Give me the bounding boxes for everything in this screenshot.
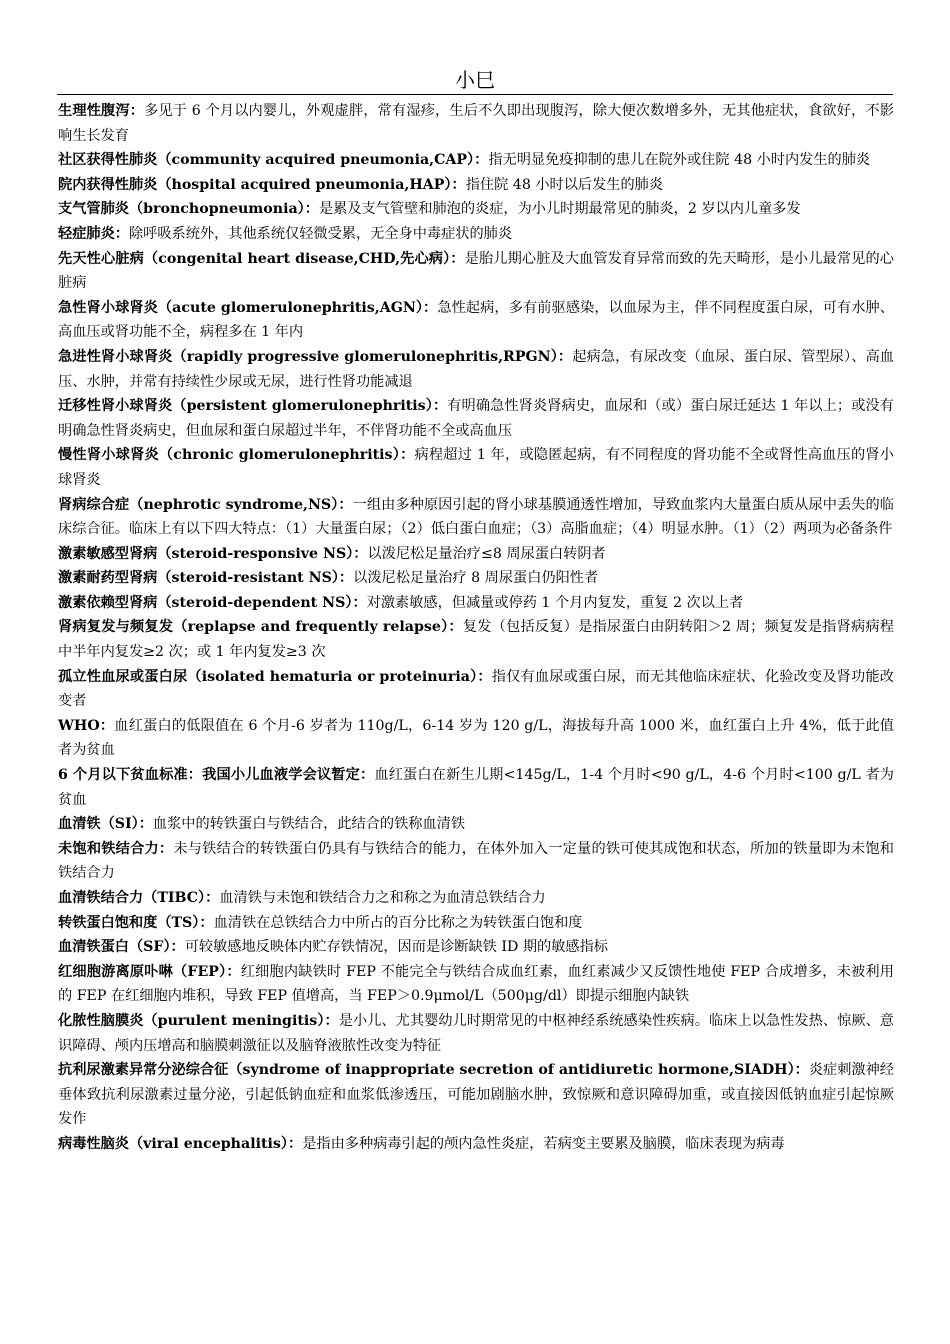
glossary-entry: [58, 394, 894, 443]
glossary-term: 急进性肾小球肾炎（rapidly progressive glomerulonephritis,RPGN）：: [58, 348, 573, 365]
glossary-definition: 红细胞内缺铁时 FEP 不能完全与铁结合成血红素，血红素减少又反馈性地使 FEP 合成增多，未被利用的 FEP 在红细胞内堆积，导致 FEP 值增高，当 FEP＞0.9μmol/L（500μg/dl）即提示细胞内缺铁: [58, 963, 894, 1005]
glossary-entry: [58, 911, 894, 936]
glossary-term: 社区获得性肺炎（community acquired pneumonia,CAP）：: [58, 152, 489, 169]
glossary-definition: 是指由多种病毒引起的颅内急性炎症，若病变主要累及脑膜，临床表现为病毒: [302, 1135, 785, 1152]
glossary-term: 支气管肺炎（bronchopneumonia）：: [58, 201, 319, 218]
glossary-definition: 炎症刺激神经垂体致抗利尿激素过量分泌，引起低钠血症和血浆低渗透压，可能加剧脑水肿，致惊厥和意识障碍加重，或直接因低钠血症引起惊厥发作: [58, 1062, 894, 1128]
glossary-definition: 血清铁在总铁结合力中所占的百分比称之为转铁蛋白饱和度: [213, 914, 583, 931]
glossary-entry: [58, 935, 894, 960]
glossary-entry: [58, 615, 894, 664]
glossary-definition: 血浆中的转铁蛋白与铁结合，此结合的铁称血清铁: [152, 816, 466, 833]
glossary-term: 轻症肺炎：: [58, 225, 129, 242]
glossary-definition: 复发（包括反复）是指尿蛋白由阴转阳＞2 周；频复发是指肾病病程中半年内复发≥2 次；或 1 年内复发≥3 次: [58, 619, 894, 661]
glossary-definition: 指仅有血尿或蛋白尿，而无其他临床症状、化验改变及肾功能改变者: [58, 668, 894, 710]
glossary-definition: 可较敏感地反映体内贮存铁情况，因而是诊断缺铁 ID 期的敏感指标: [184, 939, 608, 956]
glossary-term: WHO：: [58, 717, 115, 734]
glossary-entry: [58, 763, 894, 812]
glossary-entry: [58, 886, 894, 911]
glossary-entry: [58, 1132, 894, 1157]
glossary-term: 血清铁结合力（TIBC）：: [58, 890, 220, 906]
glossary-term: 生理性腹泻：: [58, 103, 145, 119]
glossary-term: 慢性肾小球肾炎（chronic glomerulonephritis）：: [58, 447, 415, 464]
glossary-term: 血清铁（SI）：: [58, 816, 153, 833]
glossary-entry: [58, 493, 894, 542]
glossary-definition: 是胎儿期心脏及大血管发育异常而致的先天畸形，是小儿最常见的心脏病: [58, 250, 894, 292]
glossary-definition: 一组由多种原因引起的肾小球基膜通透性增加，导致血浆内大量蛋白质从尿中丢失的临床综合征。临床上有以下四大特点：（1）大量蛋白尿；（2）低白蛋白血症；（3）高脂血症；（4）明显水肿。（1）（2）两项为必备条件: [58, 496, 894, 538]
glossary-definition: 是累及支气管壁和肺泡的炎症，为小儿时期最常见的肺炎，2 岁以内儿童多发: [318, 201, 801, 218]
glossary-term: 红细胞游离原卟啉（FEP）：: [58, 963, 241, 980]
glossary-definition: 是小儿、尤其婴幼儿时期常见的中枢神经系统感染性疾病。临床上以急性发热、惊厥、意识障碍、颅内压增高和脑膜刺激征以及脑脊液脓性改变为特征: [58, 1012, 894, 1054]
glossary-term: 院内获得性肺炎（hospital acquired pneumonia,HAP）：: [58, 176, 466, 193]
glossary-entry: [58, 591, 894, 616]
glossary-definition: 血清铁与未饱和铁结合力之和称之为血清总铁结合力: [219, 890, 546, 906]
glossary-definition: 对激素敏感，但减量或停药 1 个月内复发，重复 2 次以上者: [366, 594, 744, 611]
glossary-entry: [58, 714, 894, 763]
glossary-term: 血清铁蛋白（SF）：: [58, 939, 185, 956]
glossary-term: 激素依赖型肾病（steroid-dependent NS）：: [58, 594, 367, 611]
glossary-definition: 指无明显免疫抑制的患儿在院外或住院 48 小时内发生的肺炎: [488, 152, 871, 169]
glossary-entry: [58, 1058, 894, 1132]
glossary-term: 未饱和铁结合力：: [58, 840, 174, 857]
glossary-term: 迁移性肾小球肾炎（persistent glomerulonephritis）：: [58, 398, 448, 415]
glossary-term: 急性肾小球肾炎（acute glomerulonephritis,AGN）：: [58, 299, 438, 316]
glossary-entry: [58, 197, 894, 222]
glossary-term: 激素耐药型肾病（steroid-resistant NS）：: [58, 570, 354, 587]
glossary-term: 肾病综合症（nephrotic syndrome,NS）：: [58, 496, 353, 513]
glossary-entry: [58, 99, 894, 148]
glossary-term: 转铁蛋白饱和度（TS）：: [58, 914, 214, 931]
glossary-definition: 多见于 6 个月以内婴儿，外观虚胖，常有湿疹，生后不久即出现腹泻，除大便次数增多外，无其他症状，食欲好，不影响生长发育: [58, 103, 894, 144]
glossary-definition: 血红蛋白在新生儿期<145g/L，1-4 个月时<90 g/L，4-6 个月时<100 g/L 者为贫血: [58, 767, 894, 808]
glossary-term: 肾病复发与频复发（replapse and frequently relapse）：: [58, 619, 463, 636]
glossary-definition: 以泼尼松足量治疗 8 周尿蛋白仍阳性者: [353, 570, 599, 587]
glossary-entry: [58, 148, 894, 173]
glossary-entry: [58, 296, 894, 345]
glossary-definition: 除呼吸系统外，其他系统仅轻微受累，无全身中毒症状的肺炎: [128, 225, 513, 242]
glossary-entry: [58, 247, 894, 296]
glossary-entry: [58, 345, 894, 394]
glossary-term: 激素敏感型肾病（steroid-responsive NS）：: [58, 545, 368, 562]
glossary-definition: 急性起病，多有前驱感染，以血尿为主，伴不同程度蛋白尿，可有水肿、高血压或肾功能不全，病程多在 1 年内: [58, 299, 894, 341]
glossary-definition: 指住院 48 小时以后发生的肺炎: [465, 176, 664, 193]
glossary-entry: [58, 566, 894, 591]
glossary-entry: [58, 542, 894, 567]
glossary-entry: [58, 837, 894, 886]
glossary-content: [58, 99, 894, 1157]
glossary-term: 抗利尿激素异常分泌综合征（syndrome of inappropriate secretion of antidiuretic hormone,SIADH）：: [58, 1062, 809, 1079]
glossary-definition: 起病急，有尿改变（血尿、蛋白尿、管型尿）、高血压、水肿，并常有持续性少尿或无尿，进行性肾功能减退: [58, 348, 894, 390]
glossary-term: 化脓性脑膜炎（purulent meningitis）：: [58, 1012, 339, 1029]
glossary-term: 病毒性脑炎（viral encephalitis）：: [58, 1135, 303, 1152]
glossary-entry: [58, 173, 894, 198]
glossary-definition: 以泼尼松足量治疗≤8 周尿蛋白转阴者: [367, 545, 606, 562]
glossary-definition: 未与铁结合的转铁蛋白仍具有与铁结合的能力，在体外加入一定量的铁可使其成饱和状态，所加的铁量即为未饱和铁结合力: [58, 840, 894, 882]
glossary-definition: 血红蛋白的低限值在 6 个月-6 岁者为 110g/L，6-14 岁为 120 g/L，海拔每升高 1000 米，血红蛋白上升 4%，低于此值者为贫血: [58, 717, 894, 759]
glossary-entry: [58, 1009, 894, 1058]
glossary-entry: [58, 222, 894, 247]
page-header: 小巳: [57, 66, 893, 95]
glossary-term: 6 个月以下贫血标准：我国小儿血液学会议暂定：: [58, 767, 375, 784]
glossary-entry: [58, 665, 894, 714]
glossary-term: 先天性心脏病（congenital heart disease,CHD,先心病）：: [58, 250, 465, 267]
glossary-entry: [58, 812, 894, 837]
glossary-term: 孤立性血尿或蛋白尿（isolated hematuria or proteinuria）：: [58, 668, 492, 685]
glossary-entry: [58, 443, 894, 492]
glossary-entry: [58, 960, 894, 1009]
glossary-definition: 病程超过 1 年，或隐匿起病，有不同程度的肾功能不全或肾性高血压的肾小球肾炎: [58, 447, 894, 488]
glossary-definition: 有明确急性肾炎肾病史，血尿和（或）蛋白尿迁延达 1 年以上；或没有明确急性肾炎病史，但血尿和蛋白尿超过半年，不伴肾功能不全或高血压: [58, 398, 894, 439]
